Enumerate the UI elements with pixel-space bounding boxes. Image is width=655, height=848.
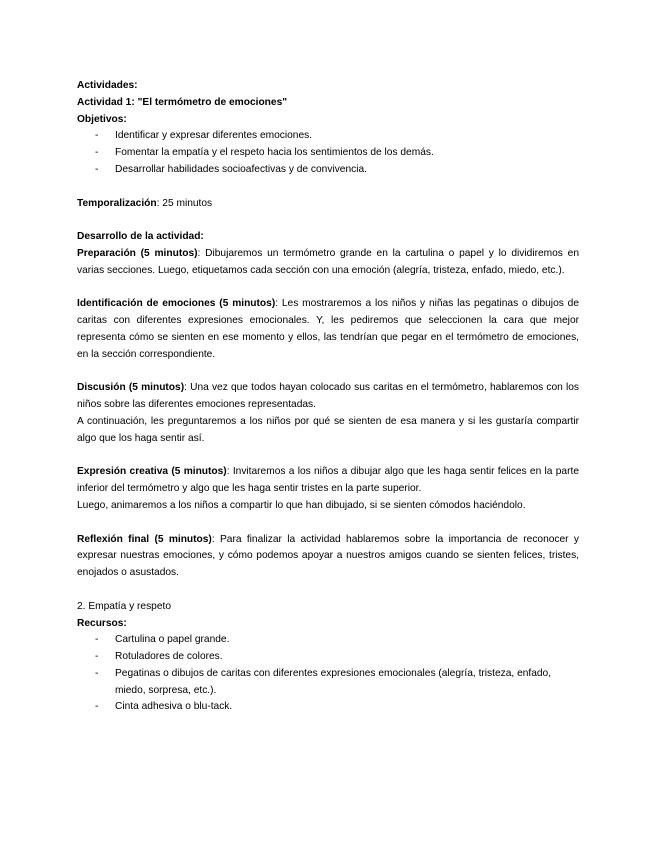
- discussion-text: : Una vez que todos hayan colocado sus caritas en el termómetro, hablaremos con los niños sobre las diferentes emociones representadas.: [77, 382, 579, 411]
- identification-paragraph: [77, 296, 579, 363]
- objectives-label: Objetivos:: [77, 113, 127, 125]
- expression-text: : Invitaremos a los niños a dibujar algo que les haga sentir felices en la parte inferior del termómetro y algo que les haga sentir tristes en la parte superior.: [77, 466, 579, 495]
- preparation-text: : Dibujaremos un termómetro grande en la cartulina o papel y lo dividiremos en varias secciones. Luego, etiquetamos cada sección con una emoción (alegría, tristeza, enfado, miedo, etc.).: [77, 247, 579, 276]
- list-item: - Desarrollar habilidades socioafectivas y de convivencia.: [77, 162, 579, 179]
- timing-paragraph: [77, 196, 579, 213]
- resources-list: [77, 632, 579, 716]
- reflection-text: : Para finalizar la actividad hablaremos sobre la importancia de reconocer y expresar nuestras emociones, y cómo podemos apoyar a nuestros amigos cuando se sienten felices, tristes, enojados o asustados.: [77, 533, 579, 579]
- objectives-list: [77, 128, 579, 178]
- list-item: - Identificar y expresar diferentes emociones.: [77, 128, 579, 145]
- timing-label: Temporalización: [77, 197, 157, 209]
- identification-text: : Les mostraremos a los niños y niñas las pegatinas o dibujos de caritas con diferentes expresiones emocionales. Y, les pediremos que seleccionen la cara que mejor representa cómo se sienten en ese momento y ellos, las tendrían que pegar en el termómetro de emociones, en la sección correspondiente.: [77, 298, 579, 360]
- list-item: - Pegatinas o dibujos de caritas con diferentes expresiones emocionales (alegría, tristeza, enfado, miedo, sorpresa, etc.).: [77, 666, 579, 700]
- reflection-paragraph: [77, 532, 579, 582]
- preparation-label: Preparación (5 minutos): [77, 247, 198, 259]
- expression-label: Expresión creativa (5 minutos): [77, 466, 227, 478]
- activity-title: Actividad 1: "El termómetro de emociones": [77, 96, 288, 108]
- expression-paragraph: [77, 464, 579, 498]
- discussion-label: Discusión (5 minutos): [77, 382, 185, 394]
- resources-label: Recursos:: [77, 617, 127, 629]
- expression-paragraph-2: Luego, animaremos a los niños a compartir lo que han dibujado, si se sienten cómodos haciéndolo.: [77, 499, 526, 511]
- preparation-paragraph: [77, 246, 579, 280]
- reflection-label: Reflexión final (5 minutos): [77, 533, 212, 545]
- development-heading: Desarrollo de la actividad:: [77, 231, 204, 243]
- list-item: - Cinta adhesiva o blu-tack.: [77, 699, 579, 716]
- discussion-paragraph: [77, 380, 579, 414]
- document-body: [77, 78, 579, 716]
- identification-label: Identificación de emociones (5 minutos): [77, 298, 276, 310]
- timing-value: : 25 minutos: [156, 197, 213, 209]
- discussion-paragraph-2: A continuación, les preguntaremos a los niños por qué se sienten de esa manera y si les gustaría compartir algo que los haga sentir así.: [77, 415, 579, 444]
- list-item: - Rotuladores de colores.: [77, 649, 579, 666]
- section-2-title: 2. Empatía y respeto: [77, 600, 172, 612]
- list-item: - Fomentar la empatía y el respeto hacia los sentimientos de los demás.: [77, 145, 579, 162]
- list-item: - Cartulina o papel grande.: [77, 632, 579, 649]
- activities-heading: Actividades:: [77, 80, 138, 91]
